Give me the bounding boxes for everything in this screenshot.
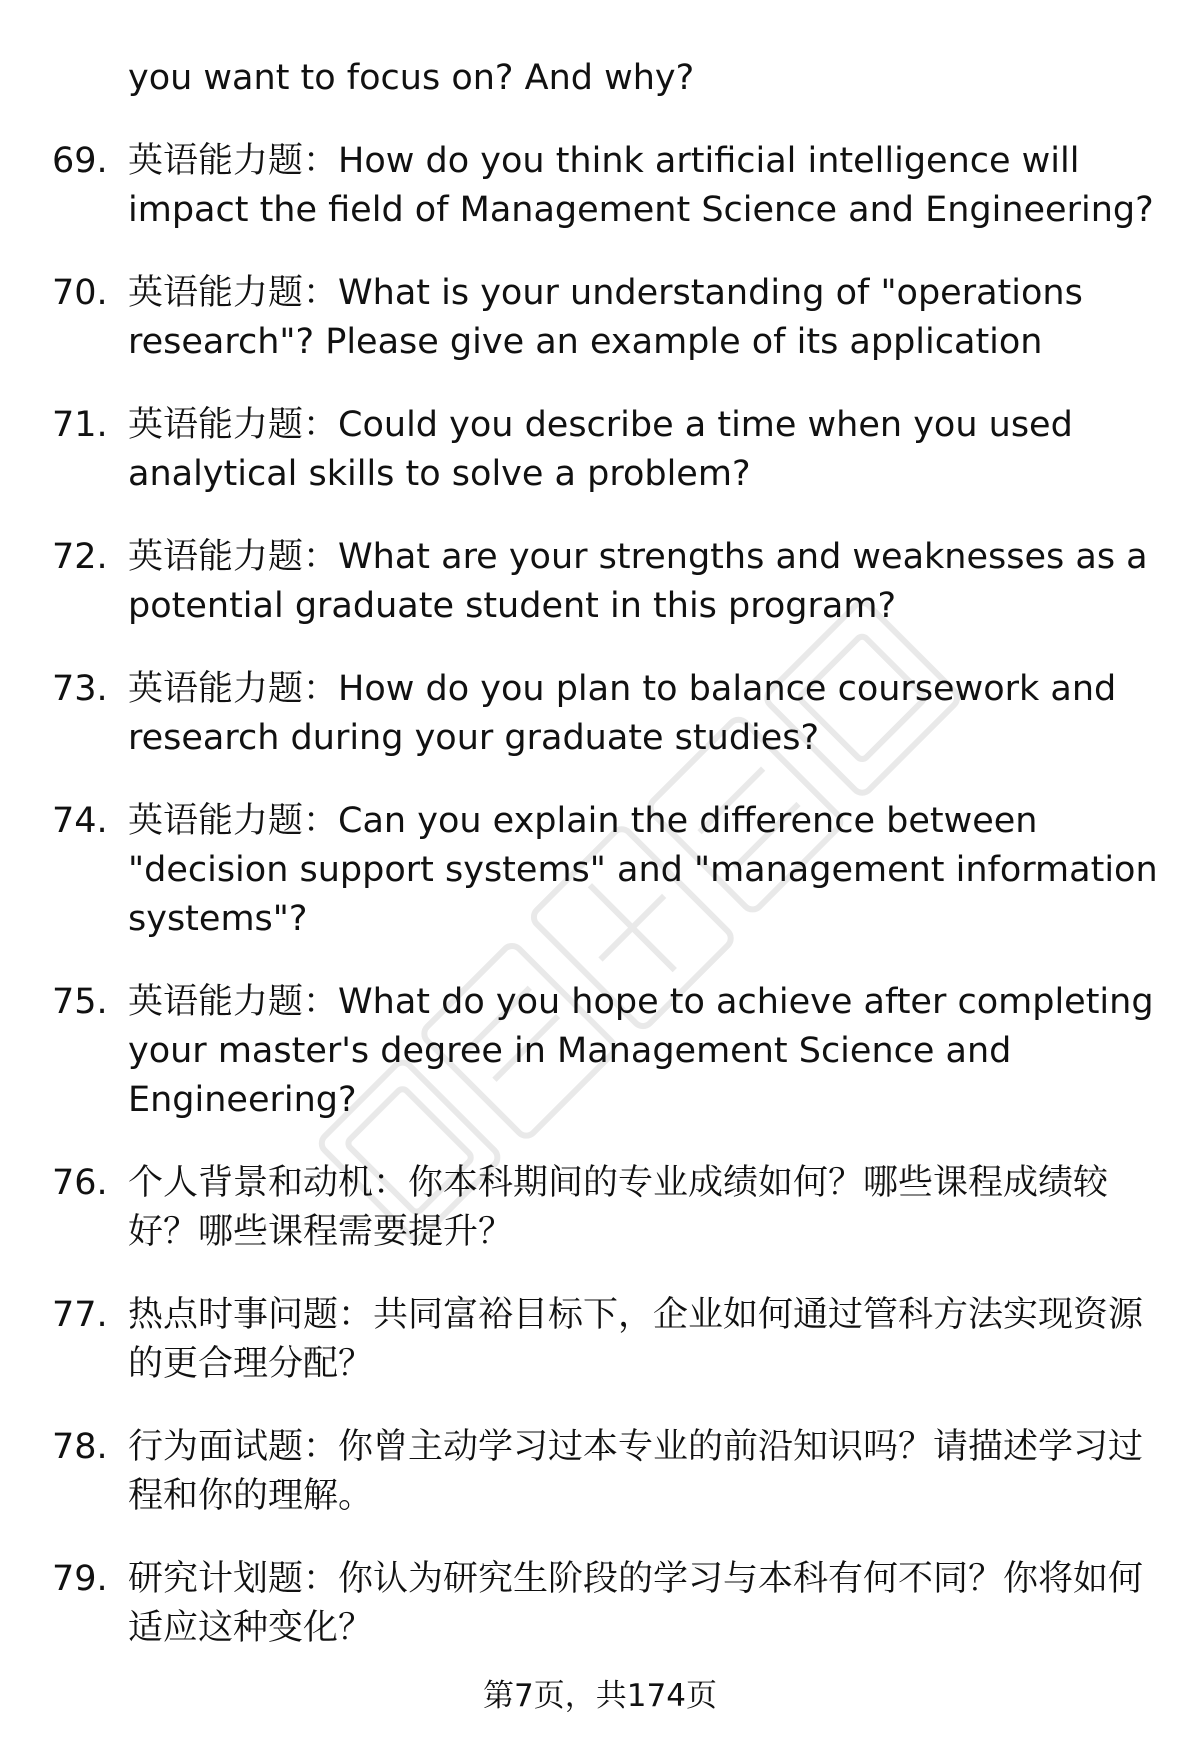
question-text: Can you explain the difference between "decision support systems" and "management information systems"? [128,801,1158,939]
question-body [128,978,1162,1125]
question-number: 74. [52,801,108,841]
question-separator: ： [303,405,339,445]
question-item [52,1423,1162,1521]
question-separator: ： [303,537,339,577]
question-separator: ： [303,669,339,709]
question-separator: ： [338,1295,374,1335]
question-number: 73. [52,669,108,709]
question-separator: ： [303,982,339,1022]
question-body [128,533,1162,631]
question-body [128,797,1162,944]
question-item [52,1291,1162,1389]
question-text: What is your understanding of "operations research"? Please give an example of its application [128,273,1083,362]
question-category: 英语能力题 [128,141,304,181]
question-category: 英语能力题 [128,982,304,1022]
question-item [52,137,1162,235]
question-body [128,137,1162,235]
question-separator: ： [303,1427,339,1467]
question-number: 75. [52,982,108,1022]
question-text: Could you describe a time when you used analytical skills to solve a problem? [128,405,1073,494]
question-body [128,1423,1162,1521]
question-body [128,401,1162,499]
question-text: What are your strengths and weaknesses as a potential graduate student in this program? [128,537,1148,626]
question-item [52,797,1162,944]
question-list [52,54,1162,1687]
question-category: 英语能力题 [128,537,304,577]
question-text: 共同富裕目标下，企业如何通过管科方法实现资源的更合理分配？ [128,1295,1144,1384]
question-separator: ： [303,1559,339,1599]
question-category: 行为面试题 [128,1427,304,1467]
question-text: 你曾主动学习过本专业的前沿知识吗？请描述学习过程和你的理解。 [128,1427,1144,1516]
question-text: 你认为研究生阶段的学习与本科有何不同？你将如何适应这种变化？ [128,1559,1144,1648]
question-category: 英语能力题 [128,801,304,841]
question-body [128,1555,1162,1653]
question-text: What do you hope to achieve after completing your master's degree in Management Science and Engineering? [128,982,1154,1120]
question-item [52,978,1162,1125]
question-number: 71. [52,405,108,445]
question-separator: ： [303,141,339,181]
question-item [52,665,1162,763]
question-separator: ： [303,273,339,313]
question-body [128,665,1162,763]
question-text: How do you plan to balance coursework and research during your graduate studies? [128,669,1117,758]
question-number: 79. [52,1559,108,1599]
question-category: 英语能力题 [128,273,304,313]
question-item [52,1555,1162,1653]
question-number: 76. [52,1163,108,1203]
question-category: 英语能力题 [128,669,304,709]
continuation-text: you want to focus on? And why? [128,58,695,98]
question-item [52,1159,1162,1257]
question-body [128,1159,1162,1257]
question-category: 英语能力题 [128,405,304,445]
question-category: 个人背景和动机 [128,1163,374,1203]
question-body [128,1291,1162,1389]
question-number: 77. [52,1295,108,1335]
question-number: 70. [52,273,108,313]
question-category: 热点时事问题 [128,1295,339,1335]
question-number: 78. [52,1427,108,1467]
question-number: 69. [52,141,108,181]
question-separator: ： [373,1163,409,1203]
page-number-footer: 第7页，共174页 [483,1678,717,1714]
question-item [52,533,1162,631]
question-number: 72. [52,537,108,577]
question-body [128,269,1162,367]
question-text: How do you think artificial intelligence will impact the field of Management Science and Engineering? [128,141,1154,230]
question-separator: ： [303,801,339,841]
question-text: 你本科期间的专业成绩如何？哪些课程成绩较好？哪些课程需要提升？ [128,1163,1109,1252]
question-item [52,401,1162,499]
question-item [52,269,1162,367]
question-category: 研究计划题 [128,1559,304,1599]
